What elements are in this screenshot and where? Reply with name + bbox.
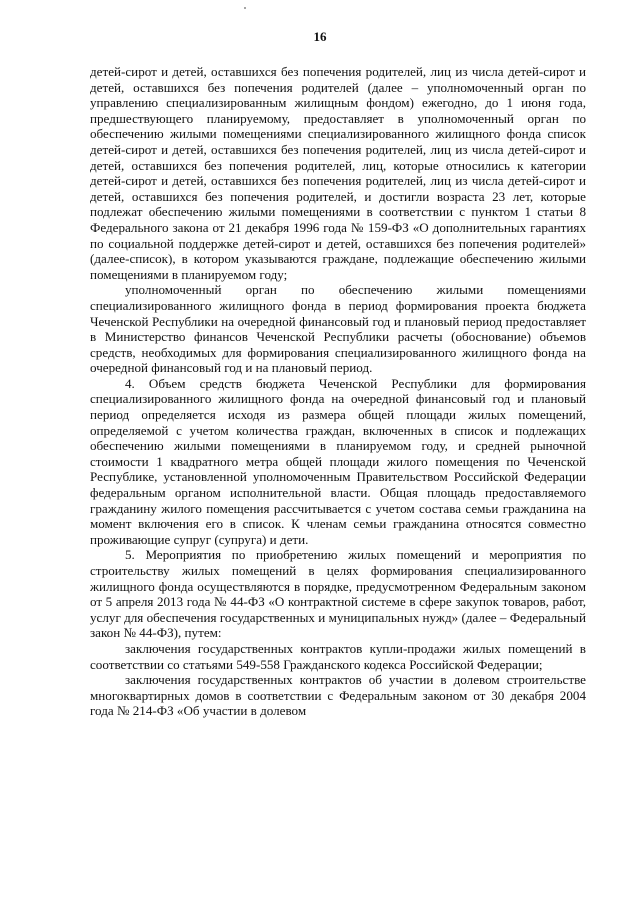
document-body — [90, 64, 586, 719]
paragraph-purchase-contracts: заключения государственных контрактов купли-продажи жилых помещений в соответствии со статьями 549-558 Гражданского кодекса Российской Федерации; — [90, 640, 586, 672]
paragraph-item-4-budget-volume: 4. Объем средств бюджета Чеченской Республики для формирования специализированного жилищного фонда на очередной финансовый год и плановый период определяется исходя из размера общей площади жилых помещений, определяемой с учетом количества граждан, включенных в список и подлежащих обеспечению жилыми помещениями в планируемом году, и средней рыночной стоимости 1 квадратного метра общей площади жилого помещения по Чеченской Республике, установленной уполномоченным Правительством Российской Федерации федеральным органом исполнительной власти. Общая площадь предоставляемого гражданину жилого помещения рассчитывается с учетом состава семьи гражданина на момент включения его в список. К членам семьи гражданина относятся совместно проживающие супруг (супруга) и дети. — [90, 375, 586, 547]
page-number: 16 — [313, 29, 327, 44]
paragraph-budget-calculations: уполномоченный орган по обеспечению жилыми помещениями специализированного жилищного фонда в период формирования проекта бюджета Чеченской Республики на очередной финансовый год и плановый период предоставляет в Министерство финансов Чеченской Республики расчеты (обоснование) объемов средств, необходимых для формирования специализированного жилищного фонда на очередной финансовый год и на плановый период. — [90, 282, 586, 376]
paragraph-list-submission: детей-сирот и детей, оставшихся без попечения родителей, лиц из числа детей-сирот и детей, оставшихся без попечения родителей (далее – уполномоченный орган по управлению специализированным жилищным фондом) ежегодно, до 1 июня года, предшествующего планируемому, предоставляет в уполномоченный орган по обеспечению жилыми помещениями специализированного жилищного фонда список детей-сирот и детей, оставшихся без попечения родителей, лиц из числа детей-сирот и детей, оставшихся без попечения родителей, лиц, которые относились к категории детей-сирот и детей, оставшихся без попечения родителей, лиц из числа детей-сирот и детей, оставшихся без попечения родителей, и достигли возраста 23 лет, которые подлежат обеспечению жилыми помещениями в соответствии с пунктом 1 статьи 8 Федерального закона от 21 декабря 1996 года № 159-ФЗ «О дополнительных гарантиях по социальной поддержке детей-сирот и детей, оставшихся без попечения родителей» (далее-список), в котором указываются граждане, подлежащие обеспечению жилыми помещениями в планируемом году; — [90, 64, 586, 282]
paragraph-shared-construction-contracts: заключения государственных контрактов об участии в долевом строительстве многоквартирных домов в соответствии с Федеральным законом от 30 декабря 2004 года № 214-ФЗ «Об участии в долевом — [90, 672, 586, 719]
scan-speck — [244, 7, 246, 9]
paragraph-item-5-procurement: 5. Мероприятия по приобретению жилых помещений и мероприятия по строительству жилых помещений в целях формирования специализированного жилищного фонда осуществляются в порядке, предусмотренном Федеральным законом от 5 апреля 2013 года № 44-ФЗ «О контрактной системе в сфере закупок товаров, работ, услуг для обеспечения государственных и муниципальных нужд» (далее – Федеральный закон № 44-ФЗ), путем: — [90, 547, 586, 641]
